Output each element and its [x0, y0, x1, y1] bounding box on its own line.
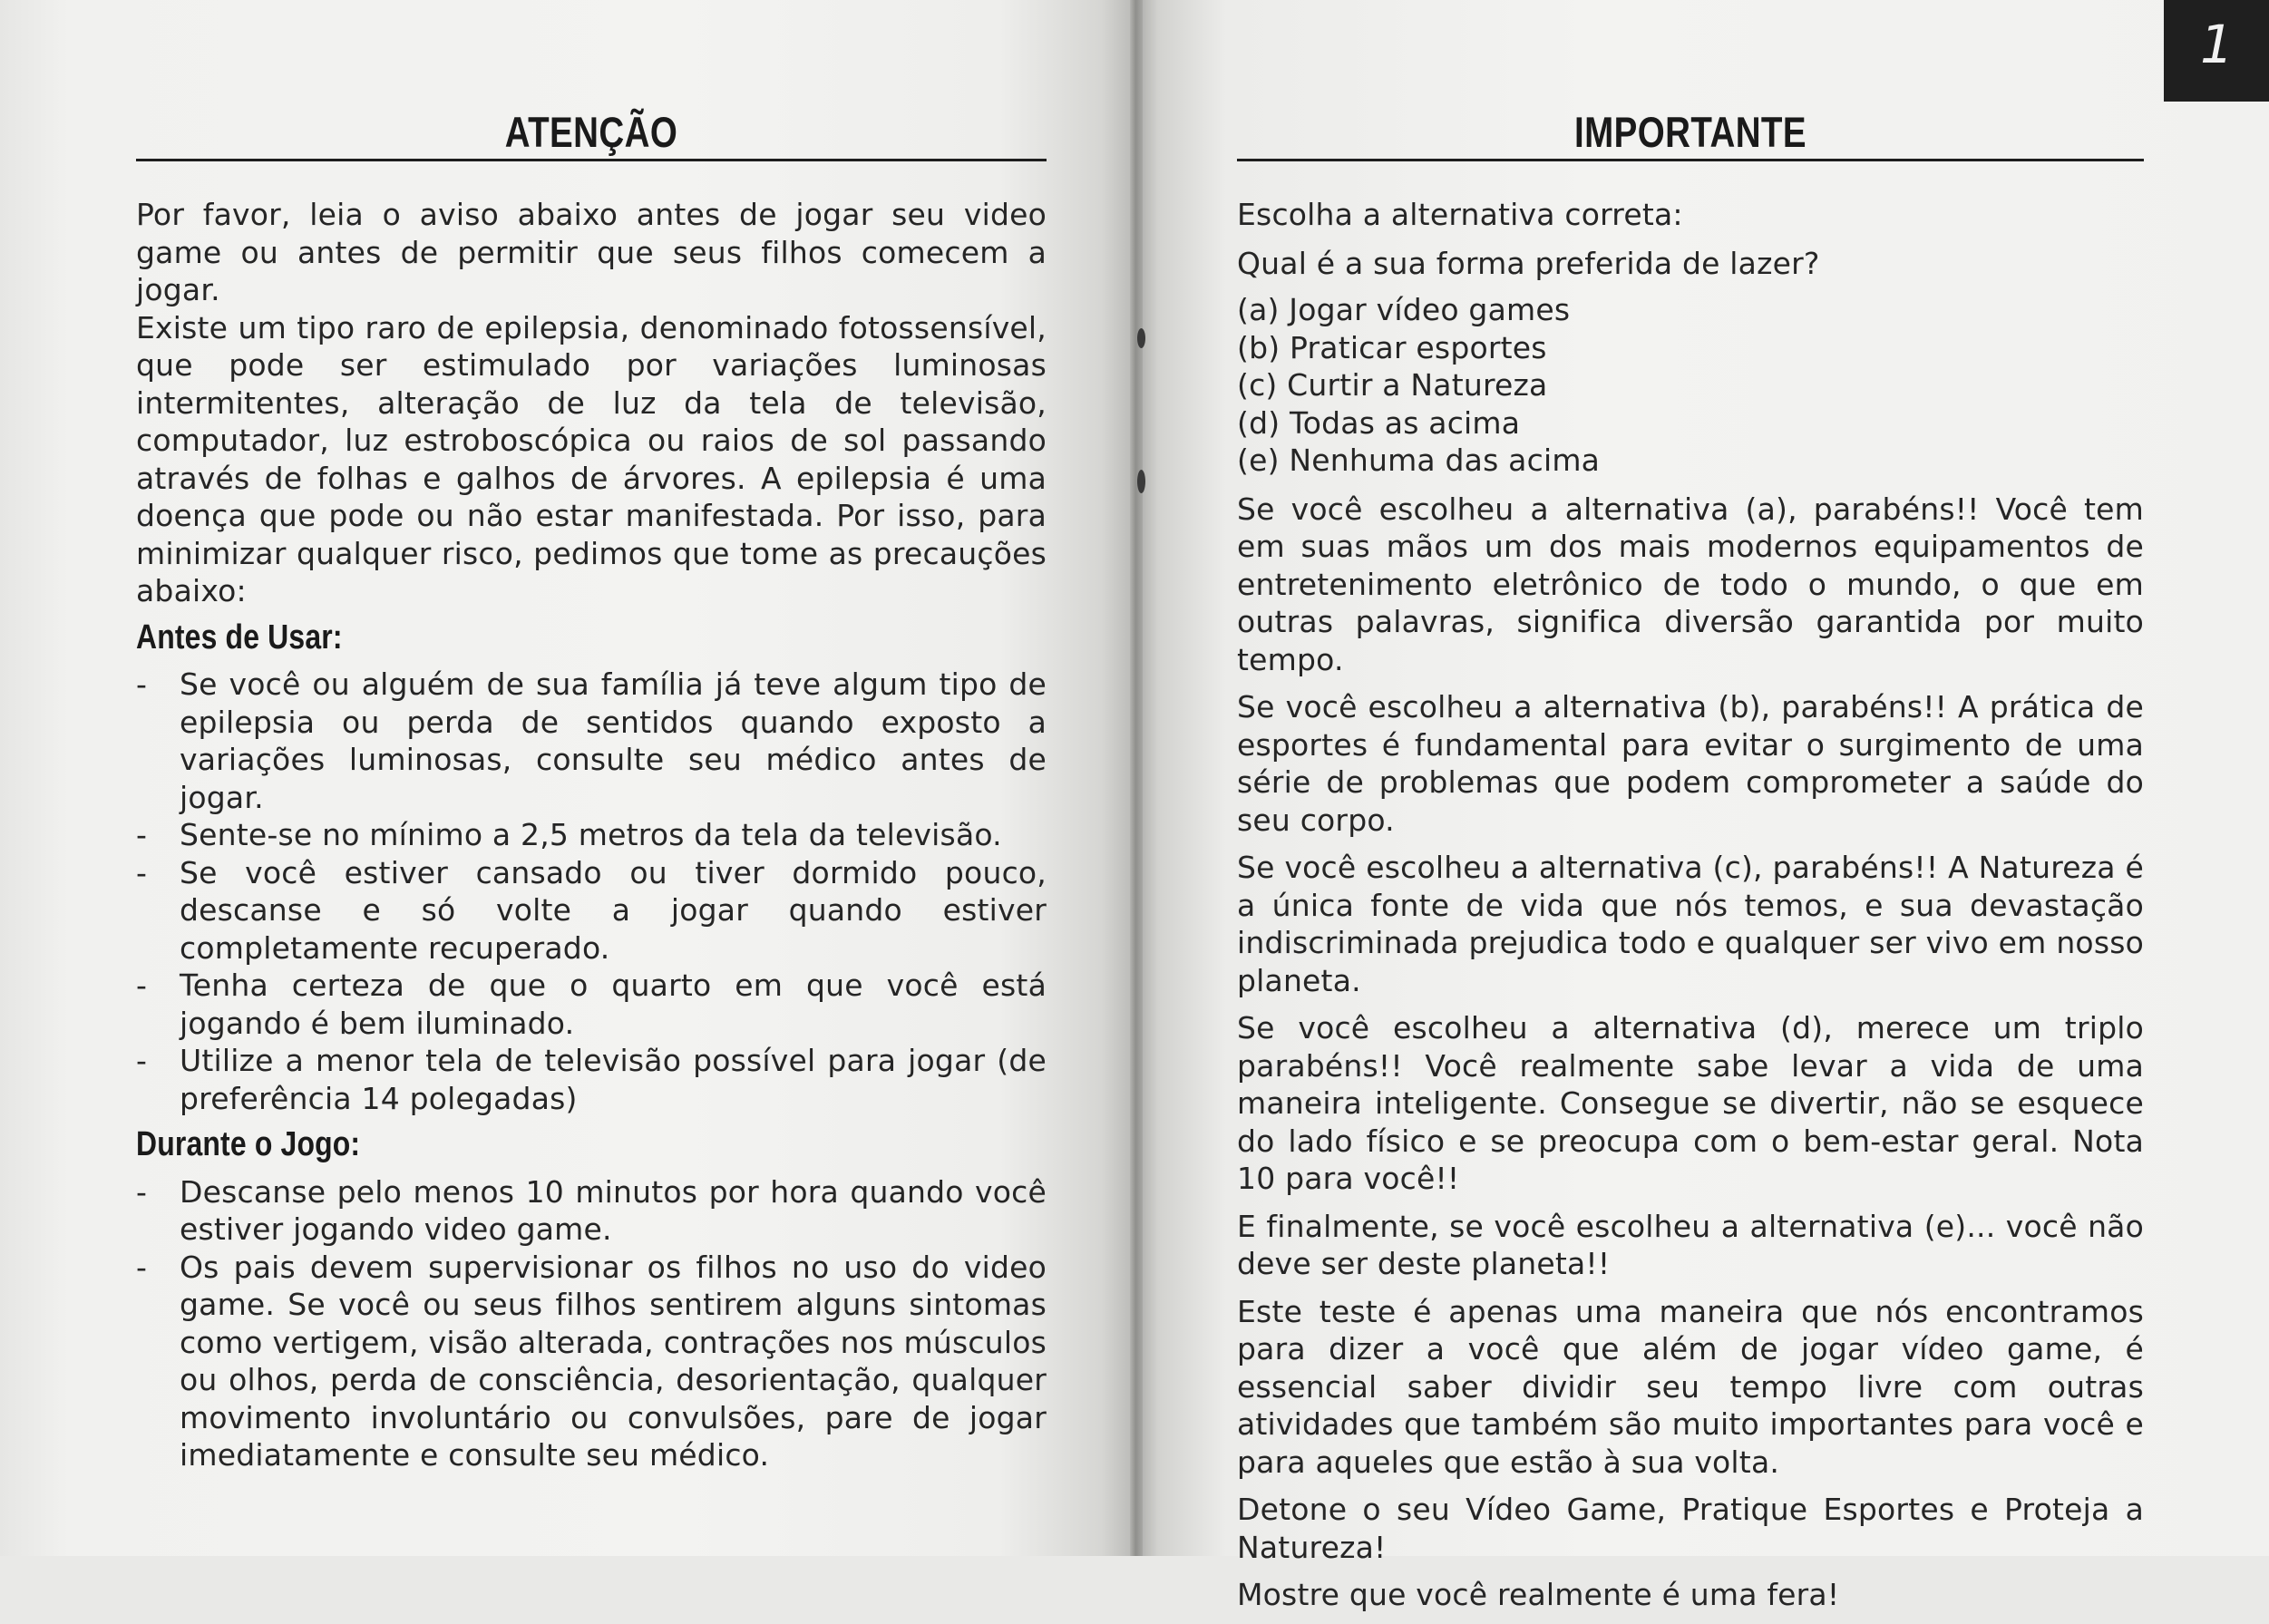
slogan: Detone o seu Vídeo Game, Pratique Esportes e Proteja a Natureza! [1237, 1492, 2144, 1565]
before-use-heading: Antes de Usar: [136, 618, 343, 656]
title-rule [1237, 159, 2144, 161]
list-item: - Os pais devem supervisionar os filhos no uso do video game. Se você ou seus filhos sentirem alguns sintomas como vertigem, visão alterada, contrações nos músculos ou olhos, perda de consciência, desorientação, qualquer movimento involuntário ou convulsões, pare de jogar imediatamente e consulte seu médico. [136, 1249, 1047, 1474]
quiz-options [1237, 291, 2144, 480]
intro-paragraph: Por favor, leia o aviso abaixo antes de jogar seu video game ou antes de permitir que seus filhos comecem a jogar. [136, 197, 1047, 307]
quiz-option: (a) Jogar vídeo games [1237, 292, 1571, 327]
quiz-question: Qual é a sua forma preferida de lazer? [1237, 245, 1820, 281]
right-page [1135, 0, 2269, 1612]
book-gutter [1130, 0, 1143, 1556]
quiz-option: (b) Praticar esportes [1237, 329, 1547, 365]
quiz-body [1237, 196, 2144, 1614]
page-number: 1 [2200, 14, 2234, 75]
before-use-list [136, 666, 1047, 1117]
title-rule [136, 159, 1047, 161]
quiz-option: (d) Todas as acima [1237, 404, 1521, 441]
answer-d: Se você escolheu a alternativa (d), merece um triplo parabéns!! Você realmente sabe levar a vida de uma maneira inteligente. Consegue se divertir, não se esquece do lado físico e se preocupa com o bem-estar geral. Nota 10 para você!! [1237, 1010, 2144, 1196]
answer-a: Se você escolheu a alternativa (a), parabéns!! Você tem em suas mãos um dos mais modernos equipamentos de entretenimento eletrônico de todo o mundo, o que em outras palavras, significa diversão garantida por muito tempo. [1237, 491, 2144, 677]
list-item: - Se você estiver cansado ou tiver dormido pouco, descanse e só volte a jogar quando estiver completamente recuperado. [136, 854, 1047, 968]
list-item: - Descanse pelo menos 10 minutos por hora quando você estiver jogando video game. [136, 1173, 1047, 1249]
closing-line: Mostre que você realmente é uma fera! [1237, 1577, 1840, 1612]
quiz-option: (c) Curtir a Natureza [1237, 367, 1548, 403]
epilepsy-paragraph: Existe um tipo raro de epilepsia, denominado fotossensível, que pode ser estimulado por variações luminosas intermitentes, alteração de luz da tela de televisão, computador, luz estroboscópica ou raios de sol passando através de folhas e galhos de árvores. A epilepsia é uma doença que pode ou não estar manifestada. Por isso, para minimizar qualquer risco, pedimos que tome as precauções abaixo: [136, 309, 1047, 608]
page-number-tab [2164, 0, 2269, 102]
important-title: IMPORTANTE [1573, 108, 1807, 156]
staple-mark [1137, 328, 1145, 348]
answer-e: E finalmente, se você escolheu a alternativa (e)... você não deve ser deste planeta!! [1237, 1208, 2144, 1281]
answer-c: Se você escolheu a alternativa (c), parabéns!! A Natureza é a única fonte de vida que nós temos, e sua devastação indiscriminada prejudica todo e qualquer ser vivo em nosso planeta. [1237, 850, 2144, 998]
warning-body [136, 196, 1047, 1474]
left-page [0, 0, 1135, 1556]
quiz-option: (e) Nenhuma das acima [1237, 442, 1601, 478]
during-game-heading: Durante o Jogo: [136, 1125, 361, 1164]
list-item: - Sente-se no mínimo a 2,5 metros da tela da televisão. [136, 816, 1047, 854]
answer-b: Se você escolheu a alternativa (b), parabéns!! A prática de esportes é fundamental para evitar o surgimento de uma série de problemas que podem comprometer a saúde do seu corpo. [1237, 689, 2144, 838]
during-game-list [136, 1173, 1047, 1474]
staple-mark [1137, 470, 1145, 493]
list-item: - Tenha certeza de que o quarto em que você está jogando é bem iluminado. [136, 967, 1047, 1042]
list-item: - Utilize a menor tela de televisão possível para jogar (de preferência 14 polegadas) [136, 1042, 1047, 1117]
list-item: - Se você ou alguém de sua família já teve algum tipo de epilepsia ou perda de sentidos quando exposto a variações luminosas, consulte seu médico antes de jogar. [136, 666, 1047, 816]
quiz-prompt: Escolha a alternativa correta: [1237, 197, 1683, 232]
warning-title: ATENÇÃO [504, 108, 678, 156]
important-section [1237, 108, 2144, 1624]
closing-paragraph: Este teste é apenas uma maneira que nós encontramos para dizer a você que além de jogar vídeo game, é essencial saber dividir seu tempo livre com outras atividades que também são muito importantes para você e para aqueles que estão à sua volta. [1237, 1293, 2144, 1480]
warning-section [136, 108, 1047, 1480]
